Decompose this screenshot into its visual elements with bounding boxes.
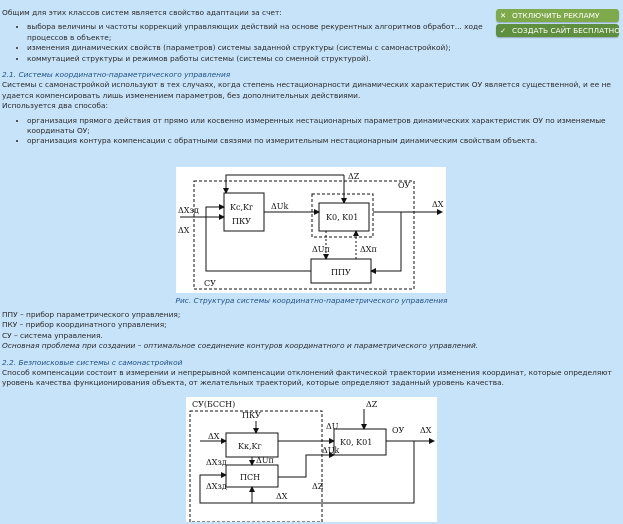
figure-caption: Рис. Структура системы координатно-параметрического управления	[175, 296, 448, 305]
label-k0-k01: K0, K01	[326, 213, 359, 222]
list-item: • организация прямого действия от прямо или косвенно измеренных нестационарных параметров динамических характеристик ОУ по изменяемые координаты ОУ;	[27, 116, 621, 137]
section-title: 2.2. Безпоисковые системы с самонастройкой	[2, 357, 183, 367]
label-su: СУ	[204, 279, 216, 288]
label-dx-bottom: ΔX	[276, 492, 288, 501]
label-su-bssn: СУ(БССН)	[192, 400, 236, 409]
figure-structure-diagram	[176, 167, 446, 293]
list-item: • изменения динамических свойств (параметров) системы заданной структуры (системы с самонастройкой);	[27, 43, 497, 53]
label-ppu: ППУ	[331, 268, 351, 277]
label-dx-out: ΔX	[432, 200, 444, 209]
close-icon: ✕	[500, 11, 507, 20]
label-dz-top: ΔZ	[366, 400, 378, 409]
article-content	[2, 0, 621, 147]
list-item: • коммутацией структуры и режимов работы системы (системы со сменной структурой).	[27, 54, 497, 64]
label-duk: ΔUk	[322, 446, 340, 455]
label-dz-bottom: ΔZ	[312, 482, 324, 491]
list-item: • организация контура компенсации с обратными связями по измерительным нестационарным динамическим свойствам объекта.	[27, 136, 621, 146]
label-ou: ОУ	[392, 426, 405, 435]
section-text: Системы с самонастройкой используют в тех случаях, когда степень нестационарности динамических характеристик ОУ является существенной, и ее не удается компенсировать лишь изменением параметров, без дополнительных действиями.	[2, 80, 611, 100]
check-icon: ✓	[500, 26, 507, 35]
section-text: Способ компенсации состоит в измерении и непрерывной компенсации отклонений фактической траектории изменения координат, которые определяют уровень качества функционирования объекта, от желательных траекторий, которые определяют заданный уровень качества.	[2, 368, 612, 388]
label-dz: ΔZ	[348, 172, 360, 181]
main-problem: Основная проблема при создании – оптимальное соединение контуров координатного и параметрического управлений.	[2, 341, 479, 351]
list-item: • выбора величины и частоты коррекций управляющих действий на основе рекурентных алгоритмов обработ... ходе процессов в объекте;	[27, 22, 497, 43]
intro-list	[2, 22, 497, 64]
label-dxn: ΔXп	[360, 245, 377, 254]
label-dun: ΔUп	[312, 245, 330, 254]
label-dxzd: ΔXзд	[178, 206, 199, 215]
label-dxzd: ΔXзд	[206, 458, 227, 467]
article-content-2	[2, 296, 621, 389]
label-dx-in: ΔX	[178, 226, 190, 235]
intro-text: Общим для этих классов систем является свойство адаптации за счет:	[2, 8, 282, 17]
section-title: 2.1. Системы координатно-параметрического управления	[2, 70, 231, 80]
disable-ads-label: ОТКЛЮЧИТЬ РЕКЛАМУ	[512, 11, 600, 20]
label-pku: ПКУ	[242, 411, 261, 420]
section-text: Используется два способа:	[2, 101, 108, 111]
label-ou: ОУ	[398, 181, 411, 190]
label-dx-out: ΔX	[420, 426, 432, 435]
abbr-pku: ПКУ – прибор координатного управления;	[2, 320, 167, 330]
label-dx-left: ΔX	[208, 432, 220, 441]
abbr-su: СУ – система управления.	[2, 330, 103, 340]
label-duk: ΔUk	[271, 202, 289, 211]
label-kc-kg: Kс,Kг	[230, 203, 254, 212]
label-dun: ΔUп	[256, 456, 274, 465]
methods-list	[2, 116, 621, 147]
figure-bssn-diagram	[186, 397, 437, 522]
label-psn: ПСН	[240, 473, 261, 482]
label-du: ΔU	[326, 422, 339, 431]
label-pku: ПКУ	[232, 217, 251, 226]
abbr-ppu: ППУ – прибор параметрического управления;	[2, 310, 181, 319]
create-site-label: СОЗДАТЬ САЙТ БЕСПЛАТНО	[512, 26, 621, 35]
label-dxzd-2: ΔXзд	[206, 482, 227, 491]
label-kk-kg: Kк,Kг	[238, 442, 262, 451]
label-k0-k01: K0, K01	[340, 438, 373, 447]
